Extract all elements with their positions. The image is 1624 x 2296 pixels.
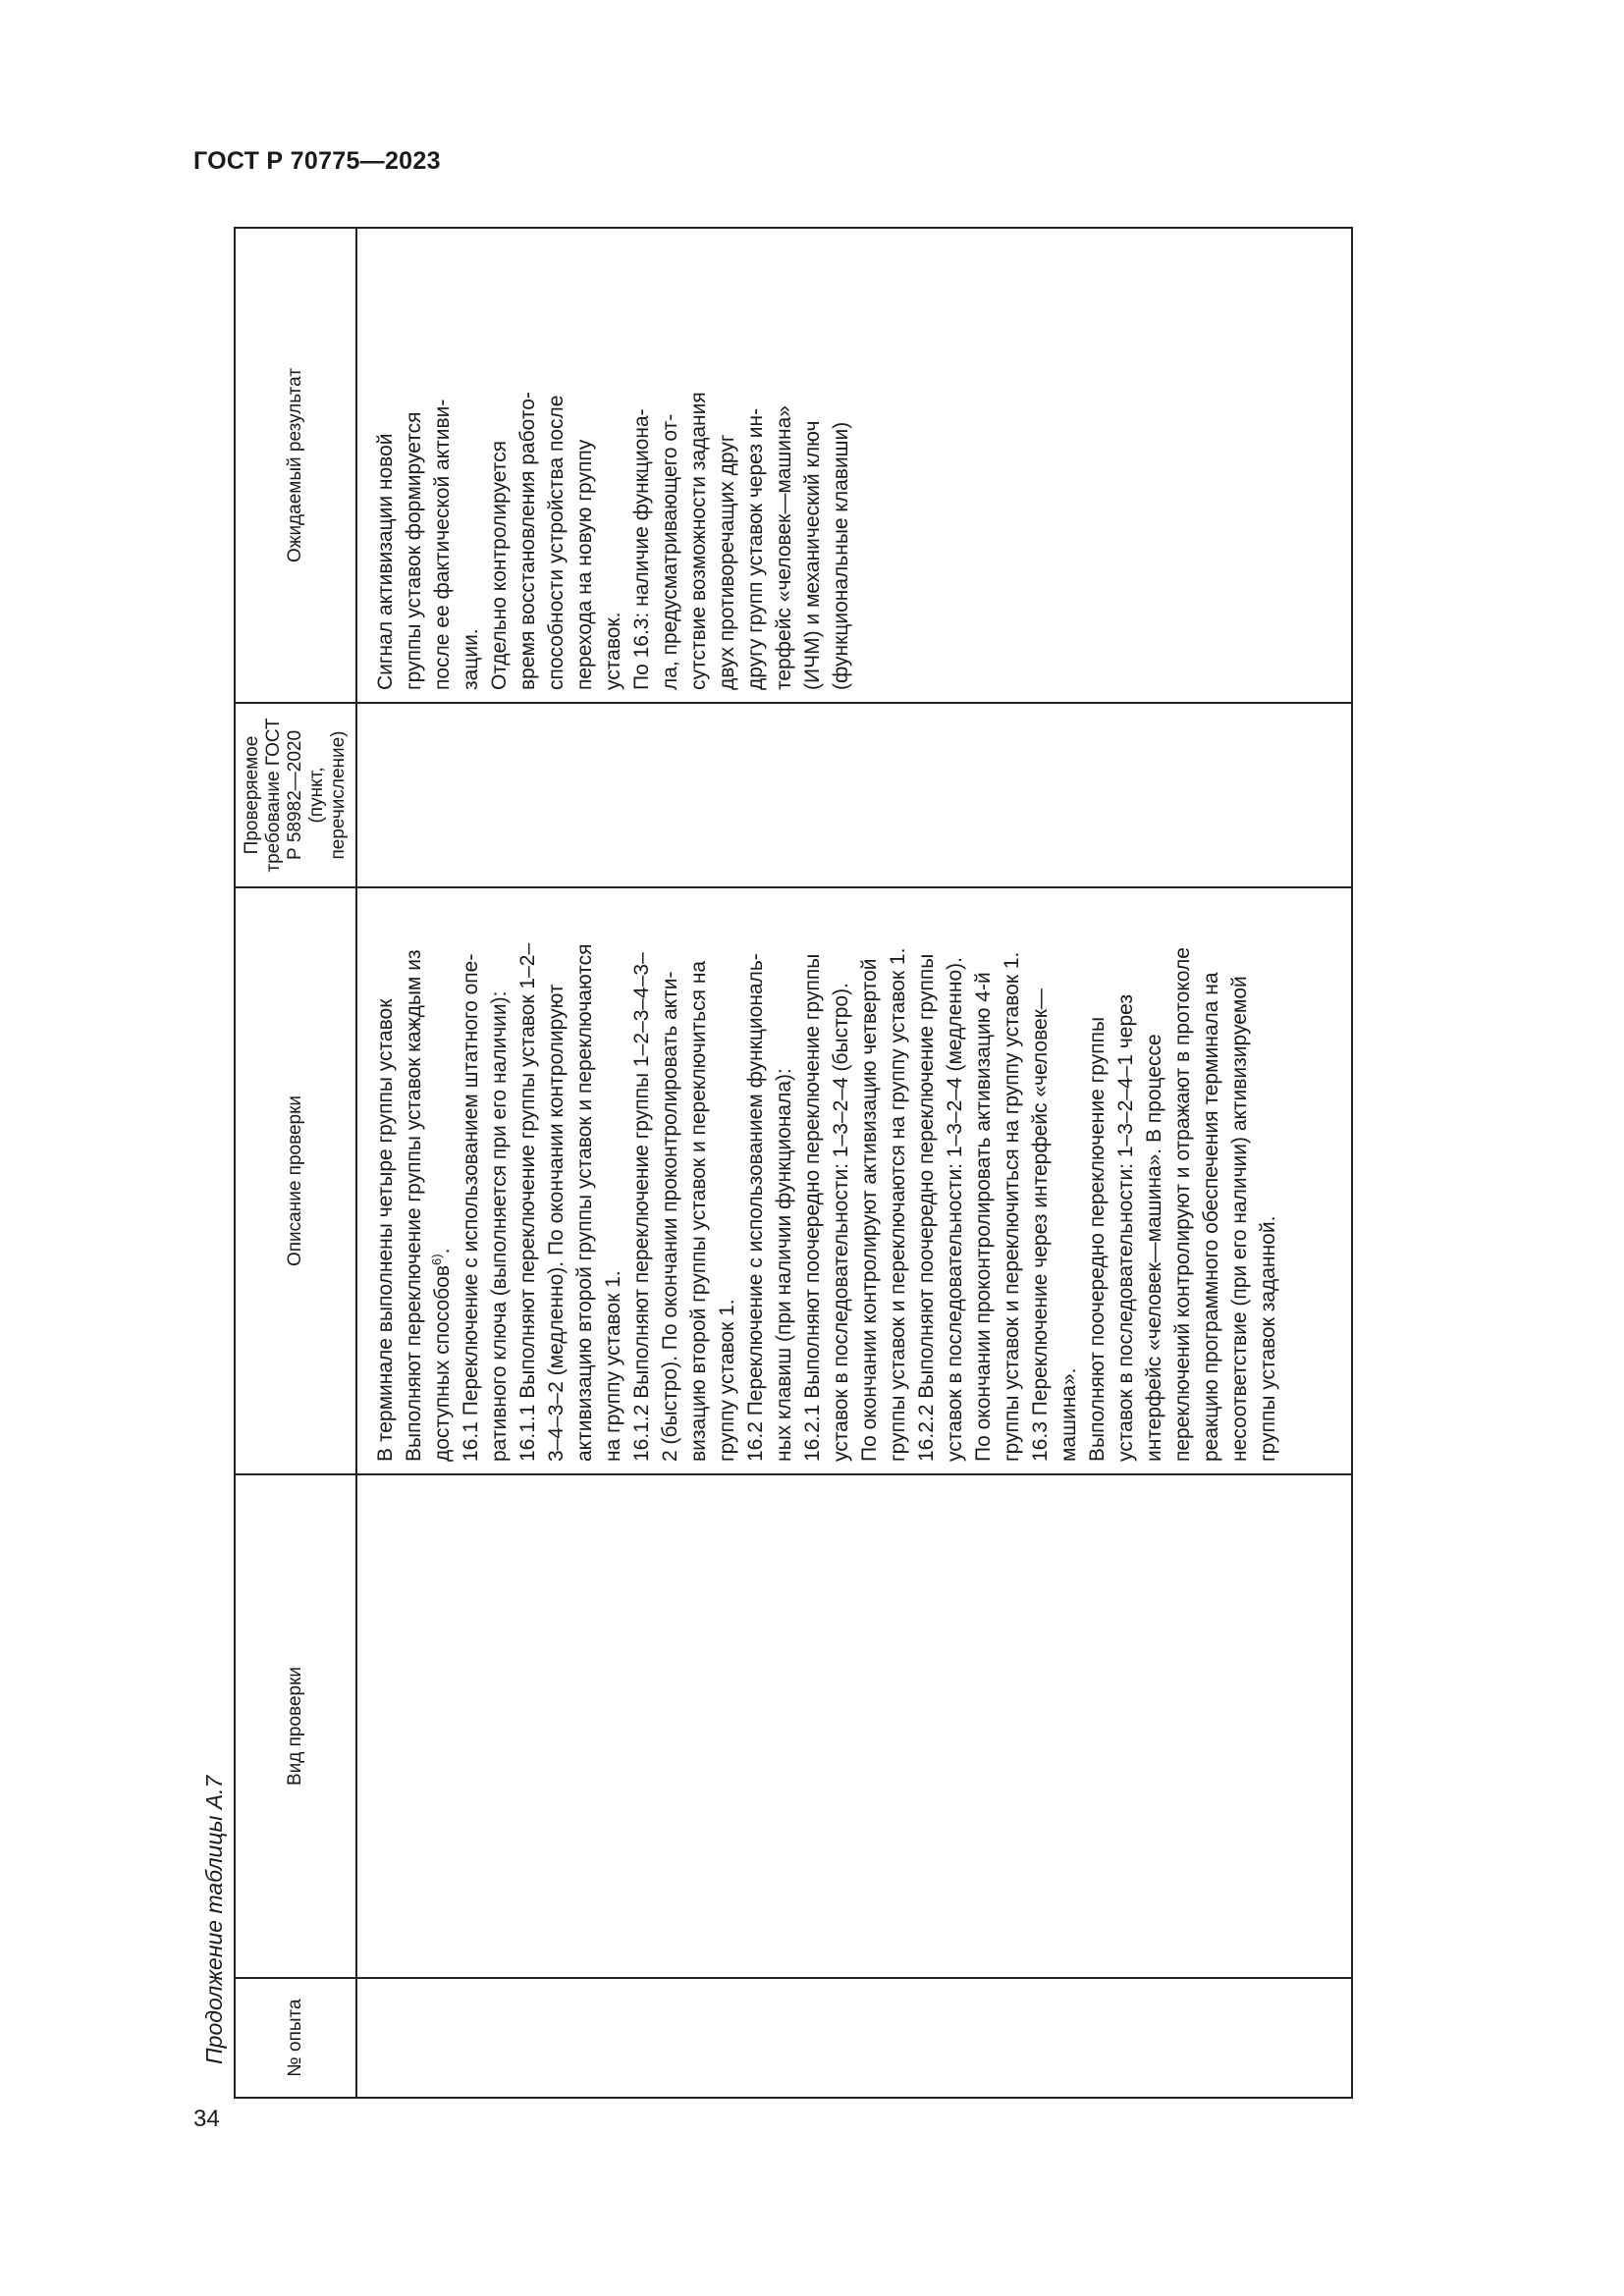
result-line: другу групп уставок через ин- [744, 407, 767, 690]
cell-requirement [356, 703, 1352, 887]
description-line: В терминале выполнены четыре группы уставок [374, 998, 397, 1462]
description-line: 3–4–3–2 (медленно). По окончании контролируют [545, 984, 568, 1462]
result-line: зации. [460, 628, 482, 690]
description-line: ративного ключа (выполняется при его наличии): [488, 990, 511, 1462]
result-line: время восстановления работо- [516, 392, 539, 690]
description-line: 2 (быстро). По окончании проконтролировать акти- [659, 971, 681, 1462]
description-line: Выполняют переключение группы уставок каждым из [403, 949, 425, 1462]
result-line: ла, предусматривающего от- [659, 413, 681, 690]
description-line: 16.3 Переключение через интерфейс «человек— [1029, 988, 1052, 1462]
result-line: Сигнал активизации новой [374, 433, 397, 690]
description-line: По окончании проконтролировать активизацию 4-й [972, 972, 995, 1462]
description-line: Выполняют поочередно переключение группы [1086, 1016, 1109, 1462]
description-line: уставок в последовательности: 1–3–2–4 (медленно). [944, 956, 966, 1462]
header-requirement: Проверяемое требование ГОСТ Р 58982—2020 (пункт, перечисление) [235, 703, 356, 887]
rotated-table [234, 229, 1353, 2099]
result-line: (ИЧМ) и механический ключ [801, 420, 824, 690]
description-line: 16.2 Переключение с использованием функциональ- [744, 953, 767, 1462]
description-line: уставок в последовательности: 1–3–2–4 (быстро). [830, 983, 852, 1462]
description-line: машина». [1057, 1367, 1080, 1462]
description-line: визацию второй группы уставок и переключиться на [687, 960, 710, 1462]
table-header-row [235, 228, 356, 2098]
result-line: после ее фактической активи- [431, 399, 454, 690]
description-line: несоответствие (при его наличии) активизируемой [1228, 976, 1251, 1462]
description-line: интерфейс «человек—машина». В процессе [1143, 1034, 1165, 1462]
description-line: группы уставок заданной. [1257, 1215, 1279, 1462]
description-line: 16.1 Переключение с использованием штатного опе- [460, 953, 482, 1462]
description-line: ных клавиш (при наличии функционала): [773, 1068, 795, 1462]
header-expected-result: Ожидаемый результат [235, 228, 356, 703]
checks-table [234, 227, 1353, 2099]
result-line: По 16.3: наличие функциона- [630, 408, 653, 690]
result-line: способности устройства после [545, 395, 568, 690]
description-line: переключений контролируют и отражают в протоколе [1171, 947, 1194, 1462]
result-line: двух противоречащих друг [716, 434, 738, 690]
page-number: 34 [193, 2106, 220, 2132]
header-check-description: Описание проверки [235, 887, 356, 1474]
result-line: перехода на новую группу [573, 439, 596, 690]
description-line: группы уставок и переключиться на группу уставок 1. [1001, 951, 1023, 1462]
table-row [356, 228, 1352, 2098]
result-line: Отдельно контролируется [488, 441, 511, 690]
description-line: По окончании контролируют активизацию четвертой [858, 958, 881, 1462]
description-line: уставок в последовательности: 1–3–2–4–1 через [1114, 994, 1137, 1462]
result-line: сутствие возможности задания [687, 392, 710, 690]
description-line: на группу уставок 1. [602, 1270, 624, 1462]
cell-test-number [356, 1978, 1352, 2098]
header-check-type: Вид проверки [235, 1474, 356, 1978]
document-header: ГОСТ Р 70775—2023 [193, 147, 441, 175]
cell-check-description [356, 887, 1352, 1474]
description-line: группу уставок 1. [716, 1299, 738, 1462]
header-test-number: № опыта [235, 1978, 356, 2098]
footnote-marker: 6) [429, 1254, 444, 1265]
description-line: группы уставок и переключаются на группу уставок 1. [887, 947, 909, 1462]
description-line: активизацию второй группы уставок и переключаются [573, 943, 596, 1462]
result-line: группы уставок формируется [403, 411, 425, 690]
cell-check-type [356, 1474, 1352, 1978]
table-caption: Продолжение таблицы А.7 [201, 1775, 227, 2064]
cell-expected-result [356, 228, 1352, 703]
description-line: 16.2.2 Выполняют поочередно переключение группы [915, 953, 938, 1462]
result-line: (функциональные клавиши) [830, 421, 852, 690]
result-line: терфейс «человек—машина» [773, 405, 795, 690]
description-line: 16.1.1 Выполняют переключение группы уставок 1–2– [516, 942, 539, 1462]
description-line: 16.2.1 Выполняют поочередно переключение группы [801, 953, 824, 1462]
description-line: 16.1.2 Выполняют переключение группы 1–2–3–4–3– [630, 952, 653, 1462]
description-line-with-footnote: доступных способов$^{6)}$. [429, 1248, 454, 1462]
result-line: уставок. [602, 612, 624, 690]
description-line: реакцию программного обеспечения терминала на [1200, 972, 1222, 1462]
